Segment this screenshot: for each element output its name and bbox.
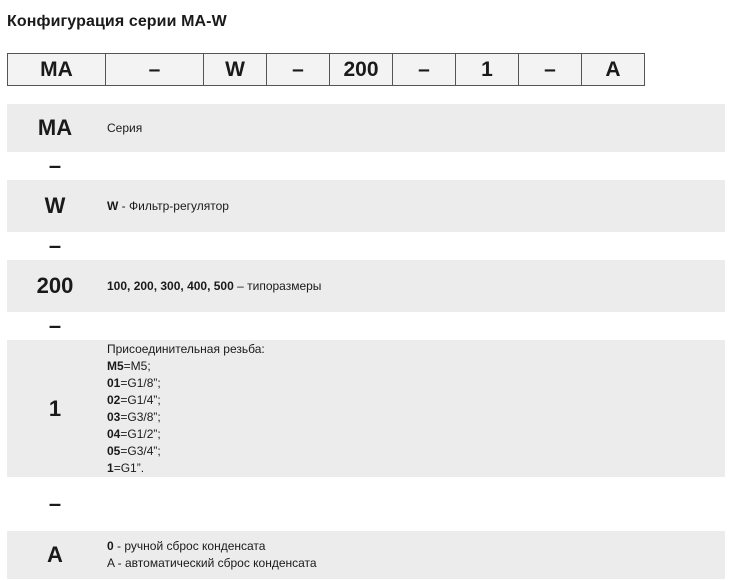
row-code: 200	[36, 273, 74, 298]
row-description	[103, 341, 265, 477]
code-cell-dash: –	[106, 54, 204, 85]
row-description	[103, 538, 317, 572]
desc-text: – типоразмеры	[233, 278, 322, 293]
row-size	[7, 260, 725, 312]
row-code: –	[48, 491, 62, 516]
thread-option: 05=G3/4”;	[107, 443, 161, 458]
thread-option: 03=G3/8”;	[107, 409, 161, 424]
row-drain	[7, 531, 725, 579]
row-separator	[7, 477, 725, 531]
row-code: A	[47, 542, 63, 567]
config-table	[7, 104, 725, 579]
row-separator	[7, 152, 725, 180]
code-cell-thread: 1	[456, 54, 519, 85]
desc-text: - Фильтр-регулятор	[118, 198, 229, 213]
thread-option: 1=G1”.	[107, 460, 145, 475]
drain-option: A - автоматический сброс конденсата	[107, 556, 317, 570]
row-type	[7, 180, 725, 232]
thread-heading: Присоединительная резьба:	[107, 341, 265, 356]
row-code: 1	[48, 395, 62, 421]
row-code: –	[48, 313, 62, 338]
thread-option: 04=G1/2”;	[107, 426, 161, 441]
drain-option: 0 - ручной сброс конденсата	[107, 539, 266, 553]
code-strip	[7, 53, 645, 86]
row-code: MA	[37, 115, 73, 140]
row-code: W	[44, 193, 66, 218]
thread-option: 01=G1/8”;	[107, 375, 161, 390]
row-code: –	[48, 233, 62, 258]
desc-bold: 100, 200, 300, 400, 500	[107, 278, 234, 293]
desc-bold: W	[107, 198, 119, 213]
code-cell-size: 200	[330, 54, 393, 85]
code-cell-dash: –	[519, 54, 582, 85]
code-cell-dash: –	[393, 54, 456, 85]
row-description	[103, 198, 229, 215]
row-code: –	[48, 153, 62, 178]
page-title: Конфигурация серии MA-W	[7, 13, 227, 30]
thread-option: 02=G1/4”;	[107, 392, 161, 407]
row-series	[7, 104, 725, 152]
row-thread	[7, 340, 725, 477]
row-separator	[7, 232, 725, 260]
thread-option: M5=M5;	[107, 358, 151, 373]
row-separator	[7, 312, 725, 340]
row-description	[103, 278, 321, 295]
code-cell-type: W	[204, 54, 267, 85]
row-description: Серия	[107, 120, 143, 135]
code-cell-drain: A	[582, 54, 645, 85]
code-cell-dash: –	[267, 54, 330, 85]
code-cell-series: MA	[8, 54, 106, 85]
